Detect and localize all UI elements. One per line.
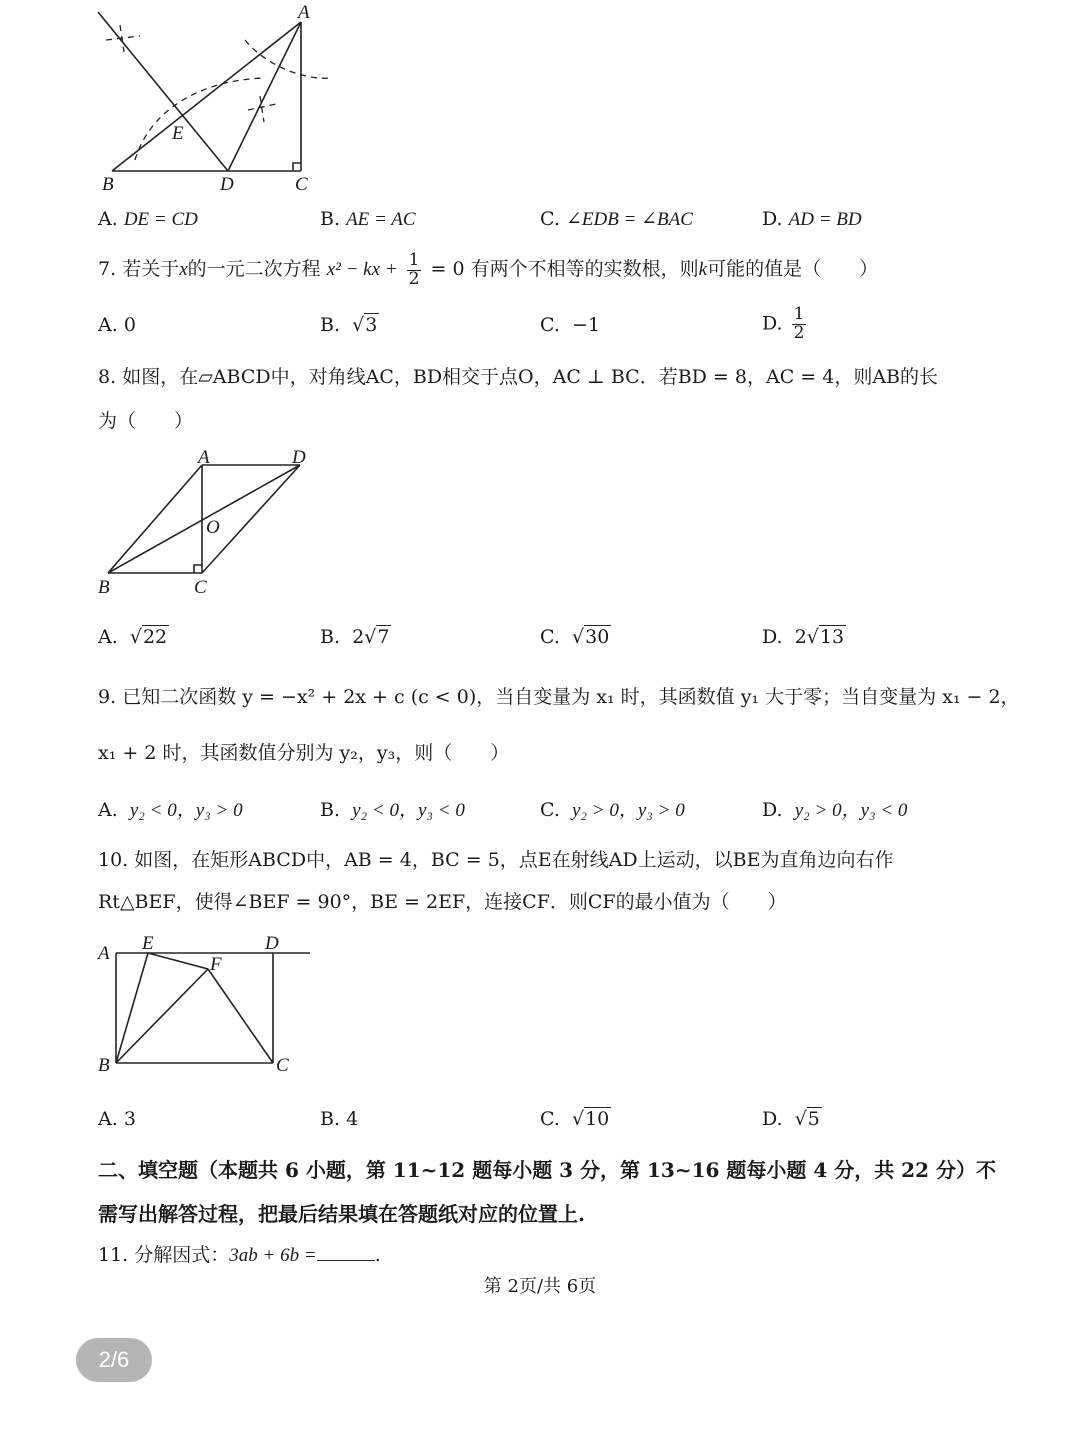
q9-stem-line1: 9. 已知二次函数 y = −x² + 2x + c (c < 0)，当自变量为 x₁ 时，其函数值 y₁ 大于零；当自变量为 x₁ − 2，: [98, 686, 1020, 708]
q10-option-a[interactable]: A. 3: [98, 1108, 136, 1130]
page-indicator-badge: 2/6: [76, 1338, 152, 1382]
q10-stem-line1: 10. 如图，在矩形ABCD中，AB = 4，BC = 5，点E在射线AD上运动，以BE为直角边向右作: [98, 849, 894, 871]
q8-option-c[interactable]: C. √30: [540, 626, 610, 648]
q8-option-b[interactable]: B. 2√7: [320, 626, 390, 648]
q11-stem: 11. 分解因式：3ab + 6b = .: [98, 1244, 381, 1266]
q7-option-c[interactable]: C. −1: [540, 314, 601, 336]
q10-label-E: E: [142, 933, 154, 954]
page-footer: 第 2页/共 6页: [483, 1276, 597, 1297]
q10-option-b[interactable]: B. 4: [320, 1108, 359, 1130]
q8-label-A: A: [198, 447, 210, 468]
q10-label-D: D: [265, 933, 279, 954]
q6-figure: [90, 0, 350, 200]
q9-option-b[interactable]: B. y₂ < 0，y₃ < 0: [320, 799, 465, 821]
q6-label-A: A: [298, 2, 310, 23]
section2-heading-line2: 需写出解答过程，把最后结果填在答题纸对应的位置上.: [98, 1202, 585, 1226]
q10-figure: [90, 925, 330, 1080]
q8-stem-line1: 8. 如图，在▱ABCD中，对角线AC，BD相交于点O，AC ⊥ BC．若BD = 8，AC = 4，则AB的长: [98, 366, 939, 388]
q6-option-c[interactable]: C. ∠EDB = ∠BAC: [540, 208, 693, 230]
q10-label-C: C: [276, 1055, 289, 1076]
q9-option-c[interactable]: C. y₂ > 0，y₃ > 0: [540, 799, 685, 821]
q7-option-d[interactable]: D. $\frac{1}{2}$: [762, 304, 805, 343]
q10-label-F: F: [210, 954, 222, 975]
q8-label-C: C: [194, 577, 207, 598]
q10-option-d[interactable]: D. √5: [762, 1108, 820, 1130]
q8-option-d[interactable]: D. 2√13: [762, 626, 845, 648]
q7-option-a[interactable]: A. 0: [98, 314, 136, 336]
q8-label-O: O: [206, 517, 220, 538]
q7-fraction: $\frac{1}{2}$: [408, 249, 420, 289]
q8-stem-line2: 为（ ）: [98, 410, 194, 432]
q11-answer-blank[interactable]: [317, 1260, 375, 1261]
q10-stem-line2: Rt△BEF，使得∠BEF = 90°，BE = 2EF，连接CF．则CF的最小值为（ ）: [98, 891, 787, 913]
q6-label-E: E: [172, 123, 184, 144]
q8-label-B: B: [98, 577, 110, 598]
q9-option-a[interactable]: A. y₂ < 0，y₃ > 0: [98, 799, 243, 821]
q10-option-c[interactable]: C. √10: [540, 1108, 610, 1130]
q6-label-C: C: [295, 174, 308, 195]
q10-label-B: B: [98, 1055, 110, 1076]
q10-label-A: A: [98, 943, 110, 964]
q6-label-B: B: [102, 174, 114, 195]
q7-stem: 7. 若关于x的一元二次方程 x² − kx + $\frac{1}{2}$ = 0 有两个不相等的实数根，则k可能的值是（ ）: [98, 249, 879, 289]
q6-label-D: D: [220, 174, 234, 195]
q7-option-b[interactable]: B. √3: [320, 314, 378, 336]
q9-stem-line2: x₁ + 2 时，其函数值分别为 y₂，y₃，则（ ）: [98, 742, 510, 764]
q9-option-d[interactable]: D. y₂ > 0，y₃ < 0: [762, 799, 908, 821]
q8-label-D: D: [292, 447, 306, 468]
section2-heading-line1: 二、填空题（本题共 6 小题，第 11~12 题每小题 3 分，第 13~16 题每小题 4 分，共 22 分）不: [98, 1158, 996, 1182]
q8-figure: [90, 445, 330, 605]
q8-option-a[interactable]: A. √22: [98, 626, 168, 648]
q6-option-a[interactable]: A. DE = CD: [98, 208, 198, 230]
q6-option-b[interactable]: B. AE = AC: [320, 208, 416, 230]
q6-option-d[interactable]: D. AD = BD: [762, 208, 862, 230]
